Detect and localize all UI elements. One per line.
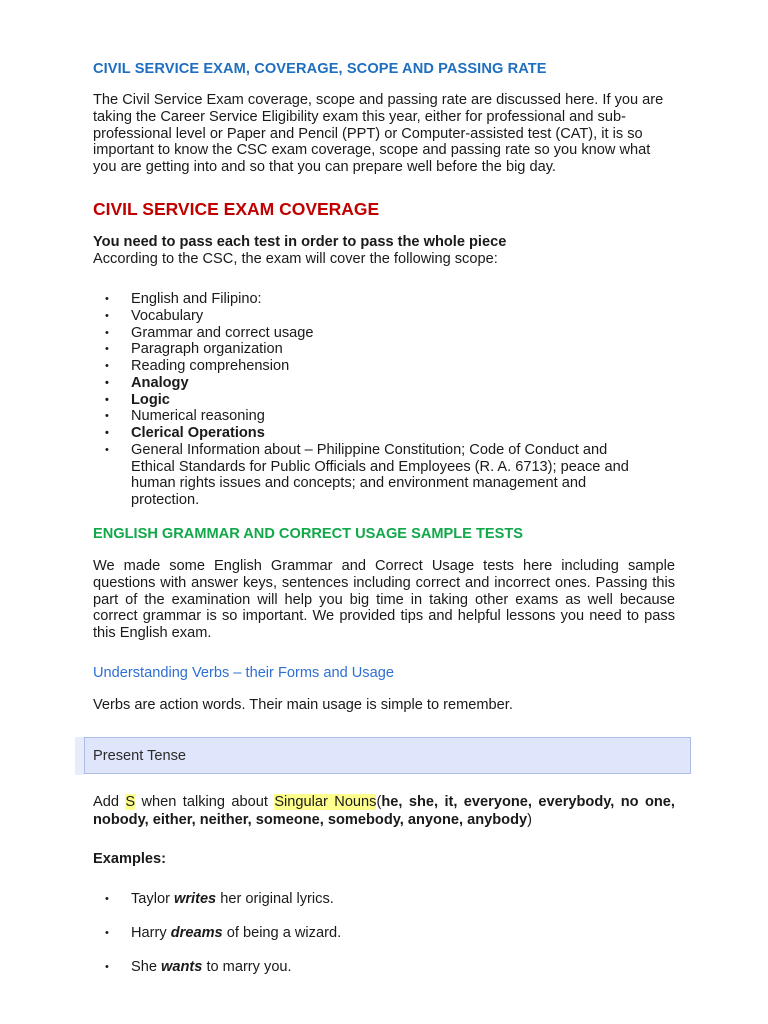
list-item: • Reading comprehension <box>93 358 643 375</box>
rule-add: Add <box>93 794 119 810</box>
list-item <box>93 925 341 959</box>
rule-pronouns: he, she, it, everyone, everybody, no one, nobody, either, neither, someone, somebody, anyone, anybody <box>93 794 675 828</box>
list-item: • Logic <box>93 392 643 409</box>
verbs-paragraph: Verbs are action words. Their main usage is simple to remember. <box>93 697 513 713</box>
example-subject: Taylor <box>131 891 170 907</box>
list-item: • Clerical Operations <box>93 425 643 442</box>
verbs-heading: Understanding Verbs – their Forms and Usage <box>93 665 394 681</box>
example-rest: of being a wizard. <box>226 925 342 941</box>
rule-when: when talking about <box>141 794 268 810</box>
example-verb: writes <box>174 891 217 907</box>
example-subject: She <box>131 959 157 975</box>
list-item: • English and Filipino: <box>93 291 643 308</box>
example-rest: to marry you. <box>206 959 292 975</box>
example-subject: Harry <box>131 925 167 941</box>
rule-s-highlight: S <box>125 794 136 810</box>
present-tense-box-strip <box>75 737 84 775</box>
list-item: • General Information about – Philippine Constitution; Code of Conduct and Ethical Standards for Public Officials and Employees (R. A. 6713); peace and human rights issues and concepts; and environment management and protection. <box>93 442 643 509</box>
page-title: CIVIL SERVICE EXAM, COVERAGE, SCOPE AND PASSING RATE <box>93 61 547 77</box>
examples-list <box>93 891 341 993</box>
list-item: • Grammar and correct usage <box>93 325 643 342</box>
list-item <box>93 891 341 925</box>
coverage-bold-line: You need to pass each test in order to pass the whole piece <box>93 234 507 250</box>
example-rest: her original lyrics. <box>220 891 334 907</box>
coverage-scope-line: According to the CSC, the exam will cover the following scope: <box>93 251 498 267</box>
example-verb: dreams <box>170 925 223 941</box>
rule-close-paren: ) <box>527 811 532 828</box>
grammar-heading: ENGLISH GRAMMAR AND CORRECT USAGE SAMPLE TESTS <box>93 526 523 542</box>
coverage-list <box>93 291 643 509</box>
rule-singular-nouns-highlight: Singular Nouns <box>274 794 377 810</box>
examples-label: Examples: <box>93 851 167 867</box>
list-item <box>93 959 341 993</box>
example-verb: wants <box>161 959 203 975</box>
list-item: • Numerical reasoning <box>93 408 643 425</box>
grammar-paragraph: We made some English Grammar and Correct Usage tests here including sample questions with answer keys, sentences including correct and incorrect ones. Passing this part of the examination will help you big time in taking other exams as well because correct grammar is so important. We provided tips and helpful lessons you need to pass this English exam. <box>93 558 675 642</box>
present-tense-label: Present Tense <box>93 748 187 764</box>
coverage-heading: CIVIL SERVICE EXAM COVERAGE <box>93 199 380 219</box>
rule-open-paren: ( <box>376 794 382 810</box>
list-item: • Vocabulary <box>93 308 643 325</box>
list-item: • Analogy <box>93 375 643 392</box>
intro-paragraph: The Civil Service Exam coverage, scope and passing rate are discussed here. If you are taking the Career Service Eligibility exam this year, either for professional and sub-professional level or Paper and Pencil (PPT) or Computer-assisted test (CAT), it is so important to know the CSC exam coverage, scope and passing rate so you know what you are getting into and so that you can prepare well before the big day. <box>93 92 664 176</box>
list-item: • Paragraph organization <box>93 341 643 358</box>
present-tense-rule <box>93 794 675 829</box>
